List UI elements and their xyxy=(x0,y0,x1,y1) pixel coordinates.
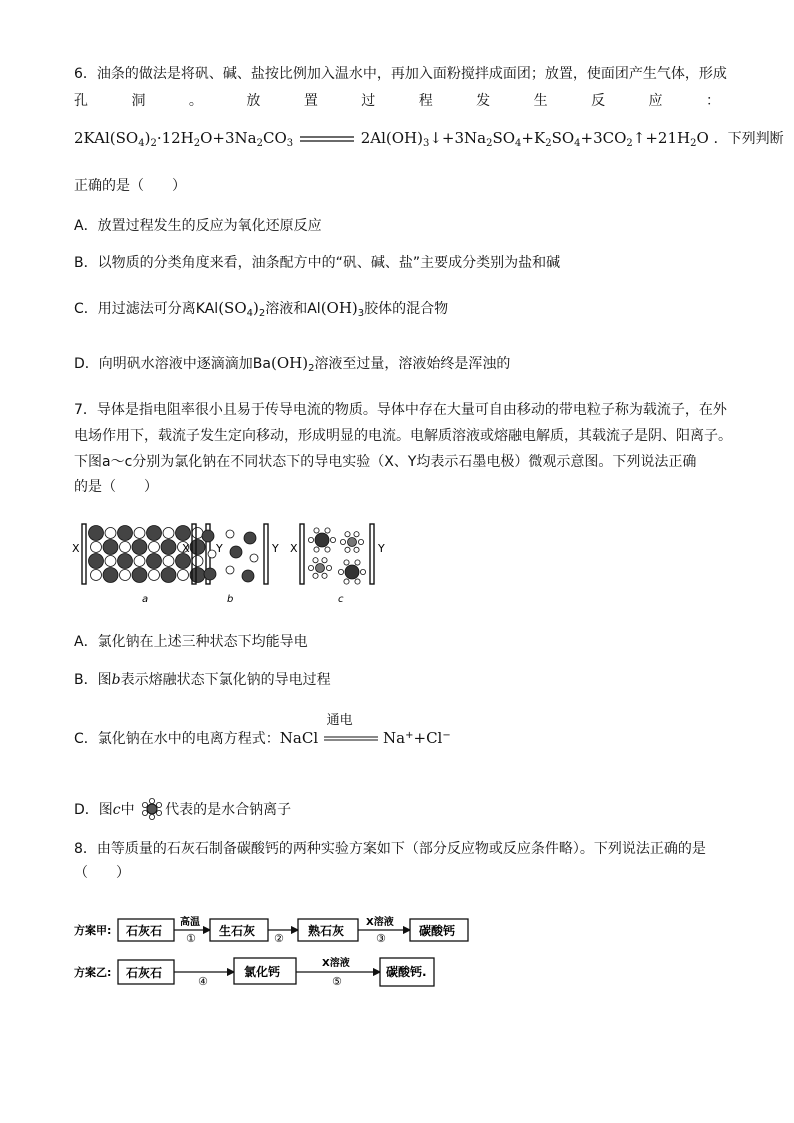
step-1: ① xyxy=(186,932,196,945)
q7-option-c: C．氯化钠在水中的电离方程式：NaCl 通电 Na++Cl− xyxy=(74,713,451,747)
q8-stem-line2: （ ） xyxy=(74,865,130,881)
hydrated-ions xyxy=(308,528,365,584)
chloride-ion xyxy=(118,554,133,569)
water-molecule xyxy=(340,539,345,544)
water-molecule xyxy=(344,560,349,565)
q6-char: 孔 xyxy=(74,93,88,109)
box-calcium-carbonate-b-text: 碳酸钙. xyxy=(386,965,427,979)
sodium-ion xyxy=(149,570,160,581)
sodium-ion xyxy=(208,550,216,558)
q8-stem-line1: 8．由等质量的石灰石制备碳酸钙的两种实验方案如下（部分反应物或反应条件略）。下列说法正确的是 xyxy=(74,841,706,857)
sodium-ion xyxy=(250,554,258,562)
q7-stem-line4: 的是（ ） xyxy=(74,479,158,495)
water-molecule xyxy=(308,565,313,570)
q7-option-a: A．氯化钠在上述三种状态下均能导电 xyxy=(74,634,308,650)
electrode-x xyxy=(300,524,304,584)
panel-b xyxy=(182,524,279,605)
hydrated-chloride-core xyxy=(345,565,359,579)
sodium-ion xyxy=(105,556,116,567)
condition-label: 通电 xyxy=(326,713,353,728)
chloride-ion xyxy=(147,526,162,541)
box-slaked-lime-text: 熟石灰 xyxy=(308,924,345,938)
scheme-b-label: 方案乙: xyxy=(74,966,112,979)
electrode-x-label: X xyxy=(72,542,80,555)
step-2: ② xyxy=(274,932,284,945)
q6-char: 程 xyxy=(418,93,433,109)
hydrated-sodium-core xyxy=(316,564,325,573)
sodium-ion xyxy=(163,556,174,567)
box-calcium-chloride-text: 氯化钙 xyxy=(244,965,281,979)
sodium-ion xyxy=(134,556,145,567)
q7-stem-line3: 下图a～c分别为氯化钠在不同状态下的导电实验（X、Y均表示石墨电极）微观示意图。下列说法正确 xyxy=(74,454,697,470)
hydrated-chloride-core xyxy=(315,533,329,547)
q6-char: 发 xyxy=(476,93,491,109)
q6-char: 放 xyxy=(246,93,261,109)
q7-option-b: B．图b表示熔融状态下氯化钠的导电过程 xyxy=(74,672,331,688)
electrode-y-label: Y xyxy=(272,542,279,555)
water-molecule xyxy=(330,537,335,542)
step-5: ⑤ xyxy=(332,975,342,988)
q6-option-c: C．用过滤法可分离$KAl(SO_4)_2$溶液和$Al(OH)_3$胶体的混合物 xyxy=(74,299,449,319)
q6-char: 应 xyxy=(648,93,663,109)
q7-stem-line1: 7．导体是指电阻率很小且易于传导电流的物质。导体中存在大量可自由移动的带电粒子称为载流子，在外 xyxy=(74,402,727,418)
sodium-ion xyxy=(91,542,102,553)
water-molecule xyxy=(314,528,319,533)
sodium-ion xyxy=(91,570,102,581)
water-molecule xyxy=(313,573,318,578)
sodium-ion xyxy=(226,530,234,538)
chloride-ion xyxy=(161,568,176,583)
electrode-y xyxy=(370,524,374,584)
q6-char: 。 xyxy=(188,93,203,109)
q6-option-b: B．以物质的分类角度来看，油条配方中的“矾、碱、盐”主要成分类别为盐和碱 xyxy=(74,255,561,271)
panel-a-label: a xyxy=(142,594,149,605)
chloride-ion xyxy=(132,568,147,583)
sodium-ion xyxy=(226,566,234,574)
water-molecule xyxy=(345,532,350,537)
electrode-y-label: Y xyxy=(378,542,385,555)
box-limestone-text: 石灰石 xyxy=(126,924,163,938)
hydrated-sodium-core xyxy=(348,538,357,547)
q6-char: 过 xyxy=(361,93,376,109)
water-molecule xyxy=(344,579,349,584)
chloride-ion xyxy=(132,540,147,555)
chloride-ion xyxy=(242,570,254,582)
q7-option-d: D．图c中 代表的是水合钠离子 xyxy=(74,798,724,820)
q6-char: 置 xyxy=(303,93,318,109)
electrode-x-label: X xyxy=(290,542,298,555)
water-molecule xyxy=(325,528,330,533)
water-molecule xyxy=(354,532,359,537)
q6-stem-line4: 正确的是（ ） xyxy=(74,178,186,194)
electrode-y-label: Y xyxy=(216,542,223,555)
sodium-ion xyxy=(192,556,203,567)
cond-x-solution-b: X溶液 xyxy=(322,958,350,969)
box-calcium-carbonate-text: 碳酸钙 xyxy=(419,924,456,938)
panel-c-label: c xyxy=(338,594,344,605)
panel-b-label: b xyxy=(227,594,234,605)
sodium-ion xyxy=(120,570,131,581)
q7-stem-line2: 电场作用下，载流子发生定向移动，形成明显的电流。电解质溶液或熔融电解质，其载流子是阴、阳离子。 xyxy=(74,428,732,444)
chloride-ion xyxy=(230,546,242,558)
q6-option-d: D．向明矾水溶液中逐滴滴加$Ba(OH)_2$溶液至过量，溶液始终是浑浊的 xyxy=(74,354,511,374)
water-molecule xyxy=(338,569,343,574)
sodium-ion xyxy=(178,570,189,581)
chloride-ion xyxy=(176,554,191,569)
chloride-ion xyxy=(244,532,256,544)
chloride-ion xyxy=(202,530,214,542)
q7-conduction-figure xyxy=(70,516,400,608)
step-4: ④ xyxy=(198,975,208,988)
electrode-x-label: X xyxy=(182,542,190,555)
chloride-ion xyxy=(176,526,191,541)
step-3: ③ xyxy=(376,932,386,945)
sodium-ion xyxy=(163,528,174,539)
q6-char: 反 xyxy=(591,93,606,109)
electrode-y xyxy=(264,524,268,584)
box-limestone-b-text: 石灰石 xyxy=(126,966,163,980)
q6-char: ： xyxy=(705,93,720,109)
water-molecule xyxy=(355,579,360,584)
q6-stem-line2 xyxy=(74,91,720,111)
panel-c xyxy=(290,524,385,605)
sodium-ion xyxy=(149,542,160,553)
q6-tail: ．下列判断 xyxy=(713,131,784,147)
q6-char: 洞 xyxy=(131,93,146,109)
chloride-ion xyxy=(118,526,133,541)
equation: $2KAl(SO_4)_2\cdot 12H_2O+3Na_2CO_3$ $2Al(OH)_3↓+3Na_2SO_4+K_2SO_4+3CO_2↑+21H_2O$ xyxy=(74,129,709,149)
q6-option-a: A．放置过程发生的反应为氧化还原反应 xyxy=(74,218,322,234)
water-molecule xyxy=(358,539,363,544)
sodium-ion xyxy=(120,542,131,553)
q6-stem-line1: 6．油条的做法是将矾、碱、盐按比例加入温水中，再加入面粉搅拌成面团；放置，使面团产生气体，形成 xyxy=(74,66,727,82)
q6-char: 生 xyxy=(533,93,548,109)
cond-x-solution: X溶液 xyxy=(366,917,394,928)
water-molecule xyxy=(326,565,331,570)
q8-scheme-figure xyxy=(70,904,480,992)
box-quicklime-text: 生石灰 xyxy=(219,924,256,938)
chloride-ion xyxy=(89,554,104,569)
chloride-ion xyxy=(147,554,162,569)
cond-high-temp: 高温 xyxy=(180,917,200,928)
water-molecule xyxy=(308,537,313,542)
panel-a xyxy=(72,524,223,605)
chloride-ion xyxy=(89,526,104,541)
electrolysis-arrow xyxy=(323,713,379,749)
sodium-ion xyxy=(192,528,203,539)
chloride-ion xyxy=(161,540,176,555)
water-molecule xyxy=(360,569,365,574)
chloride-ion xyxy=(204,568,216,580)
hydrated-ion-icon xyxy=(139,798,165,820)
equals-arrow-icon xyxy=(298,134,356,144)
molten-ions xyxy=(202,530,258,582)
q6-equation-line xyxy=(74,128,784,154)
chloride-ion xyxy=(103,568,118,583)
water-molecule xyxy=(325,547,330,552)
scheme-a-label: 方案甲: xyxy=(74,924,112,937)
sodium-ion xyxy=(105,528,116,539)
water-molecule xyxy=(322,558,327,563)
water-molecule xyxy=(345,547,350,552)
sodium-ion xyxy=(134,528,145,539)
water-molecule xyxy=(322,573,327,578)
water-molecule xyxy=(314,547,319,552)
electrode-x xyxy=(82,524,86,584)
equals-arrow-icon xyxy=(323,735,379,743)
chloride-ion xyxy=(103,540,118,555)
water-molecule xyxy=(313,558,318,563)
water-molecule xyxy=(355,560,360,565)
water-molecule xyxy=(354,547,359,552)
